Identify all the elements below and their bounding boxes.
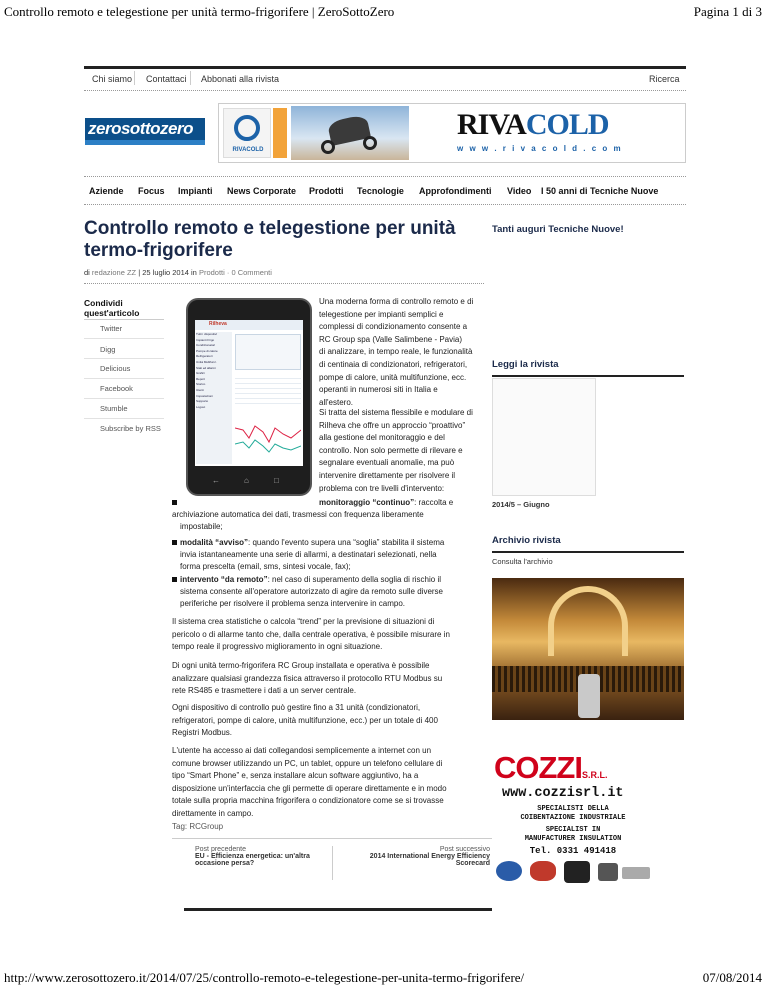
prev-post-label: Post precedente xyxy=(195,846,246,853)
bullet-2-line3: forma prescelta (email, sms, sintesi vocale, fax); xyxy=(180,562,351,571)
phone-screen-panel xyxy=(235,334,301,370)
share-divider xyxy=(84,338,164,339)
home-icon: ⌂ xyxy=(244,476,249,485)
next-post-label: Post successivo xyxy=(439,846,490,853)
cozzi-tagline-it xyxy=(494,805,652,822)
meta-date: | 25 luglio 2014 in xyxy=(136,268,199,277)
share-digg[interactable]: Digg xyxy=(100,345,116,354)
topbar-divider xyxy=(190,71,191,85)
phone-menu-item: Storico xyxy=(196,382,206,387)
text-line: RC Group spa (Valle Salimbene - Pavia) xyxy=(319,334,463,344)
phone-screen-menu xyxy=(196,332,232,464)
smartphone-image xyxy=(186,298,312,496)
nav-news-corporate[interactable]: News Corporate xyxy=(227,186,297,196)
meta-author-link[interactable]: redazione ZZ xyxy=(91,268,137,277)
share-facebook[interactable]: Facebook xyxy=(100,384,133,393)
bullet-1-line3: impostabile; xyxy=(180,522,223,531)
text-line: pompe di calore, unità multifunzione, ecc. xyxy=(319,372,467,382)
rivacold-banner-ad[interactable] xyxy=(218,103,686,163)
share-title-line: quest'articolo xyxy=(84,308,140,318)
rivacold-small-logo xyxy=(223,108,271,158)
text-line: all'estero. xyxy=(319,397,353,407)
phone-menu-item: Grafici xyxy=(196,371,205,376)
logo-underline xyxy=(85,140,205,145)
cozzi-line: SPECIALISTI DELLA xyxy=(537,805,609,813)
intro-paragraph xyxy=(319,296,489,409)
phone-menu-item: Tutti i dispositivi xyxy=(196,332,218,336)
nav-tecnologie[interactable]: Tecnologie xyxy=(357,186,404,196)
phone-menu-item: Refrigeratori xyxy=(196,354,213,359)
article-title-line: termo-frigorifere xyxy=(84,240,233,261)
prev-post-title: EU - Efficienza energetica: un'altra xyxy=(195,853,310,860)
cozzi-ad[interactable] xyxy=(494,750,652,876)
share-divider xyxy=(84,319,164,320)
bullet-3-line1 xyxy=(180,574,441,587)
article-title-line: Controllo remoto e telegestione per unità xyxy=(84,218,456,239)
article-meta xyxy=(84,268,272,277)
phone-menu-item: Unità Multifunz. xyxy=(196,359,217,364)
next-post-title: 2014 International Energy Efficiency xyxy=(369,853,490,860)
cozzi-url: www.cozzisrl.it xyxy=(502,786,624,801)
topbar-link-contattaci[interactable]: Contattaci xyxy=(146,74,187,84)
cozzi-tagline-en xyxy=(494,826,652,843)
text-line: analizzare qualsiasi grandezza fisica attraverso il protocollo RTU Modbus su xyxy=(172,673,443,683)
text-line: telegestione per impianti semplici e xyxy=(319,309,444,319)
bullet-3-line3: periferiche per risolvere il problema senza intervenire in campo. xyxy=(180,599,405,608)
meta-divider xyxy=(84,283,484,284)
wine-cellar-ad-image[interactable] xyxy=(492,578,684,720)
system-paragraph xyxy=(319,407,489,495)
text-line: di centinaia di condizionatori, refrigeratori, xyxy=(319,359,468,369)
sidebar-leggi-rivista: Leggi la rivista xyxy=(492,359,559,370)
top-bar xyxy=(84,68,686,88)
cozzi-line: SPECIALIST IN xyxy=(545,826,601,834)
bullet-2-bold: modalità “avviso” xyxy=(180,538,249,547)
text-line: Di ogni unità termo-frigorifera RC Group installata e operativa è possibile xyxy=(172,661,430,670)
article-end-rule xyxy=(184,908,492,911)
text-line: intervenire direttamente per risolvere il xyxy=(319,470,456,480)
rivacold-small-text: RIVACOLD xyxy=(232,147,264,153)
share-divider xyxy=(84,358,164,359)
magazine-cover-placeholder[interactable] xyxy=(492,378,596,496)
nav-approfondimenti[interactable]: Approfondimenti xyxy=(419,186,492,196)
wheel-icon xyxy=(321,140,335,154)
bullet-2-line2: invia istantaneamente una serie di allarmi, a destinatari selezionati, nella xyxy=(180,550,437,559)
cozzi-tel: Tel. 0331 491418 xyxy=(529,846,617,856)
text-line: Registri Modbus. xyxy=(172,728,233,738)
phone-menu-item: Report xyxy=(196,376,206,381)
phone-menu-item: Logout xyxy=(196,404,206,409)
bullet-3-bold: intervento “da remoto” xyxy=(180,575,268,584)
text-line: comune browser utilizzando un PC, un tablet, oppure un telefono cellulare di xyxy=(172,758,443,768)
phone-menu-item: Impostazioni xyxy=(196,393,213,398)
cozzi-products-image xyxy=(494,861,652,891)
rivacold-brand xyxy=(457,108,609,142)
phone-screen-chart xyxy=(235,408,301,462)
cozzi-brand-text: COZZI xyxy=(494,750,582,785)
text-line: totale sulla propria macchina frigorifera o condizionatore come se si trovasse xyxy=(172,796,444,806)
text-line: tempo reale il progressivo miglioramento in ogni situazione. xyxy=(172,642,383,652)
share-divider xyxy=(84,398,164,399)
share-divider xyxy=(84,418,164,419)
bullet-1-line2: archiviazione automatica dei dati, trasmessi con frequenza liberamente xyxy=(172,510,424,519)
back-icon: ← xyxy=(212,476,220,485)
nav-aziende[interactable]: Aziende xyxy=(89,186,124,196)
tag-divider xyxy=(172,838,492,839)
text-line: refrigeratori, pompe di calore, unità multifunzione, ecc.) per un totale di 400 xyxy=(172,715,438,725)
rivacold-brand-cold: COLD xyxy=(525,108,609,141)
print-header-title: Controllo remoto e telegestione per unità termo-frigorifere | ZeroSottoZero xyxy=(4,4,395,19)
article-tag[interactable]: Tag: RCGroup xyxy=(172,822,224,831)
bullet-marker xyxy=(172,500,177,505)
rivacold-orange-strip xyxy=(273,108,287,158)
wheel-icon xyxy=(363,136,377,150)
cozzi-srl-text: S.R.L. xyxy=(582,770,608,780)
insulation-box-icon xyxy=(598,863,618,881)
nav-prodotti[interactable]: Prodotti xyxy=(309,186,344,196)
topbar-divider-line xyxy=(84,90,686,91)
text-line: Ogni dispositivo di controllo può gestire fino a 31 unità (condizionatori, xyxy=(172,703,421,712)
text-line: Una moderna forma di controllo remoto e di xyxy=(319,297,474,306)
article-title xyxy=(84,218,484,262)
text-line: controllo. Non solo permette di rilevare e xyxy=(319,445,463,455)
share-rss[interactable]: Subscribe by RSS xyxy=(100,424,161,433)
insulation-roll-icon xyxy=(496,861,522,881)
nav-impianti[interactable]: Impianti xyxy=(178,186,213,196)
cozzi-line: MANUFACTURER INSULATION xyxy=(524,834,622,843)
cellar-arch-shape xyxy=(548,586,628,656)
archivio-link[interactable]: Consulta l'archivio xyxy=(492,557,553,566)
text-line: Rilheva che offre un approccio “proattivo” xyxy=(319,420,466,430)
phone-menu-item: Utenti xyxy=(196,387,204,392)
rivacold-motorbike-image xyxy=(291,106,409,160)
phone-menu-item: Supporto xyxy=(196,399,209,404)
meta-category-link[interactable]: Prodotti xyxy=(198,268,225,277)
share-twitter[interactable]: Twitter xyxy=(100,324,123,333)
nav-video[interactable]: Video xyxy=(507,186,532,196)
meta-by: di xyxy=(84,268,92,277)
zerosottozero-logo[interactable]: zerosottozero xyxy=(85,118,205,140)
next-post-title: Scorecard xyxy=(455,860,490,867)
share-stumble[interactable]: Stumble xyxy=(100,404,128,413)
sidebar-rule xyxy=(492,375,684,377)
share-delicious[interactable]: Delicious xyxy=(100,364,131,373)
insulation-cover-icon xyxy=(564,861,590,883)
issue-label[interactable]: 2014/5 – Giugno xyxy=(492,500,550,509)
text-line: rete RS485 e trasmettere i dati a un server centrale. xyxy=(172,686,357,696)
text-line: alla gestione del monitoraggio e del xyxy=(319,433,445,443)
recent-apps-icon: □ xyxy=(274,476,279,485)
insulation-jacket-icon xyxy=(530,861,556,881)
rivacold-mark-icon xyxy=(234,115,260,141)
text-line: Si tratta del sistema flessibile e modulare di xyxy=(319,408,473,417)
phone-screen xyxy=(195,320,303,466)
phone-menu-item: Condizionatori xyxy=(196,343,216,348)
text-line: complessi di condizionamento consente a xyxy=(319,322,468,332)
post-nav-divider xyxy=(332,846,333,880)
text-line: L'utente ha accesso ai dati collegandosi semplicemente a internet con un xyxy=(172,746,432,755)
phone-screen-table xyxy=(235,374,301,404)
text-line: di analizzare, in tempo reale, le funzionalità xyxy=(319,347,473,357)
insulation-panel-icon xyxy=(622,867,650,879)
modbus-paragraph xyxy=(172,660,492,698)
bullet-2-line1 xyxy=(180,537,444,550)
text-line: pericolo o di allarme tanto che, dalla centrale operativa, è possibile misurare in xyxy=(172,629,450,639)
nav-50-anni[interactable]: I 50 anni di Tecniche Nuove xyxy=(541,186,659,196)
topbar-link-chi-siamo[interactable]: Chi siamo xyxy=(92,74,133,84)
text-line: disposizione un'interfaccia che gli permette di operare direttamente e in modo xyxy=(172,783,447,793)
valve-icon xyxy=(578,674,600,718)
topbar-link-abbonati[interactable]: Abbonati alla rivista xyxy=(201,74,280,84)
previous-post-link[interactable] xyxy=(195,846,335,867)
text-line: problema con tre livelli d'intervento: xyxy=(319,483,445,493)
phone-menu-item: Pompe di calore xyxy=(196,348,218,353)
share-title xyxy=(84,298,154,318)
text-line: direttamente in campo. xyxy=(172,808,254,818)
text-line: operanti in numerosi siti in Italia e xyxy=(319,385,438,395)
device-paragraph xyxy=(172,702,492,740)
bullet-3-rest: : nel caso di superamento della soglia di rischio il xyxy=(267,575,442,584)
nav-bottom-divider xyxy=(84,204,686,205)
topbar-divider xyxy=(134,71,135,85)
phone-screen-brand: Rilheva xyxy=(209,321,227,327)
bullet-3-line2: sistema consente all'operatore autorizzato di agire da remoto sulle diverse xyxy=(180,587,443,596)
prev-post-title: occasione persa? xyxy=(195,860,255,867)
nav-focus[interactable]: Focus xyxy=(138,186,165,196)
text-line: tipo “Smart Phone” e, senza installare alcun software aggiuntivo, ha a xyxy=(172,771,419,781)
bullet-marker xyxy=(172,577,177,582)
search-link[interactable]: Ricerca xyxy=(649,74,680,84)
text-line: segnalare eventuali anomalie, ma può xyxy=(319,458,455,468)
bullet-marker xyxy=(172,540,177,545)
meta-comments-link[interactable]: · 0 Commenti xyxy=(224,268,272,277)
bullet-1-line1 xyxy=(319,497,453,510)
print-header-page: Pagina 1 di 3 xyxy=(693,4,762,19)
phone-nav-buttons xyxy=(208,476,290,484)
rivacold-url: w w w . r i v a c o l d . c o m xyxy=(457,144,623,153)
print-footer-date: 07/08/2014 xyxy=(702,970,762,985)
rivacold-brand-riva: RIVA xyxy=(457,108,526,141)
sidebar-auguri[interactable]: Tanti auguri Tecniche Nuove! xyxy=(492,224,624,235)
cozzi-brand xyxy=(494,750,608,786)
trend-paragraph xyxy=(172,616,492,654)
sidebar-archivio: Archivio rivista xyxy=(492,535,561,546)
next-post-link[interactable] xyxy=(336,846,490,867)
share-title-line: Condividi xyxy=(84,298,123,308)
text-line: Il sistema crea statistiche o calcola “trend” per la previsione di situazioni di xyxy=(172,617,435,626)
print-footer-url: http://www.zerosottozero.it/2014/07/25/controllo-remoto-e-telegestione-per-unita-termo-frigorifere/ xyxy=(4,970,525,985)
bullet-1-rest: : raccolta e xyxy=(414,498,454,507)
cozzi-line: COIBENTAZIONE INDUSTRIALE xyxy=(520,813,626,822)
phone-menu-item: Stati ed allarmi xyxy=(196,365,216,370)
sidebar-rule xyxy=(492,551,684,553)
share-divider xyxy=(84,378,164,379)
phone-menu-item: Impianti Frigo xyxy=(196,337,215,342)
bullet-2-rest: : quando l'evento supera una “soglia” stabilita il sistema xyxy=(248,538,445,547)
nav-top-divider xyxy=(84,176,686,177)
access-paragraph xyxy=(172,745,492,821)
bullet-1-bold: monitoraggio “continuo” xyxy=(319,498,415,507)
